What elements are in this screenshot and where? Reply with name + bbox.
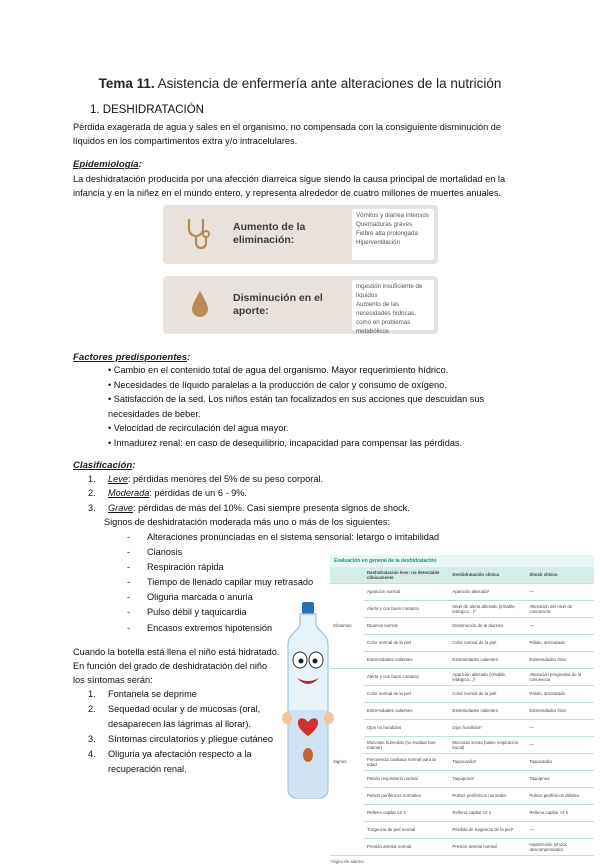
list-item: 2. Sequedad ocular y de mucosas (oral, (88, 704, 261, 714)
table-cell: — (526, 737, 594, 754)
table-cell: Turgencia de piel normal (364, 822, 449, 839)
table-cell: Ojos hundidos* (449, 720, 526, 737)
table-cell: Aparición alterada* (449, 584, 526, 601)
epidemiologia-text: La deshidratación producida por una afección diarreica sigue siendo la causa principal de mortalidad en la infancia y en la niñez en el mundo entero, y representa alrededor de cuatro millones de muertes anuales. (73, 174, 506, 198)
list-item: desaparecen las lágrimas al llorar). (108, 719, 251, 729)
list-item: - Encasos extremos hipotensión (127, 622, 273, 633)
table-cell: Pálido, amoratado (526, 635, 594, 652)
table-cell: Alteración del nivel de conciencia (526, 601, 594, 618)
table-row (330, 754, 594, 771)
list-item: • Satisfacción de la sed. Los niños están tan focalizados en sus acciones que descuidan sus (108, 394, 485, 405)
table-cell: Extremidades calientes (364, 652, 449, 669)
list-item: 1. Fontanela se deprime (88, 689, 197, 699)
table-header-cell: Deshidratación clínica (449, 567, 526, 584)
table-row (330, 635, 594, 652)
table-cell: Disminución de la diuresis (449, 618, 526, 635)
table-header-row (330, 567, 594, 584)
table-cell: Ojos no hundidos (364, 720, 449, 737)
table-header-cell: Shock clínico (526, 567, 594, 584)
table-group-label: Signos (330, 669, 364, 856)
intro-paragraph: Pérdida exagerada de agua y sales en el organismo, no compensada con la consiguiente disminución de líquidos en los compartimentos extra y/o intracelulares. (73, 122, 502, 146)
list-item: - Tiempo de llenado capilar muy retrasado (127, 577, 314, 588)
table-row (330, 584, 594, 601)
list-item: - Respiración rápida (127, 562, 224, 573)
section-heading: 1. DESHIDRATACIÓN (90, 104, 204, 116)
table-cell: Alerta y con buen contacto (364, 601, 449, 618)
table-cell: Aparición alterada (irritable, letárgico...)* (449, 669, 526, 686)
card-label: Aumento de la eliminación: (233, 221, 306, 246)
list-item: - Pulso débil y taquicardia (127, 607, 247, 618)
clasificacion-list (88, 472, 410, 530)
table-cell: Color normal de la piel (364, 635, 449, 652)
list-item: 2. Moderada: pérdidas de un 6 - 9%. (88, 488, 247, 499)
table-header-cell: Deshidratación leve: no detectable clínicamente (364, 567, 449, 584)
table (330, 567, 594, 856)
table-cell: Pálido, amoratado (526, 686, 594, 703)
table-cell: Extremidades calientes (364, 703, 449, 720)
table-cell: Presión arterial normal (364, 839, 449, 856)
table-cell: Extremidades frías (526, 652, 594, 669)
table-cell: — (526, 720, 594, 737)
table-row (330, 703, 594, 720)
table-row (330, 720, 594, 737)
table-cell: Patrón respiratorio normal (364, 771, 449, 788)
list-item: recuperación renal. (108, 764, 187, 774)
dehydration-table (330, 555, 594, 864)
list-item: necesidades de beber. (108, 408, 201, 419)
table-row (330, 788, 594, 805)
card-label: Disminución en el aporte: (233, 292, 323, 317)
list-item: - Alteraciones pronunciadas en el sistema sensorial: letargo o irritabilidad (127, 532, 440, 542)
list-item: • Inmadurez renal: en caso de desequilibrio, incapacidad para compensar las pérdidas. (108, 437, 463, 448)
table-cell: Color normal de la piel (449, 686, 526, 703)
table-row (330, 737, 594, 754)
table-cell: Relleno capilar ≤2 s (364, 805, 449, 822)
table-title: Evaluación en general de la deshidratación (330, 555, 594, 567)
table-cell: Extremidades calientes (449, 652, 526, 669)
table-cell: Alteración progresiva de la conciencia (526, 669, 594, 686)
table-row (330, 771, 594, 788)
table-header-cell (330, 567, 364, 584)
table-cell: Pulsos periféricos normales (449, 788, 526, 805)
table-row (330, 822, 594, 839)
clasificacion-heading: Clasificación: (73, 460, 136, 471)
table-cell: Frecuencia cardiaca normal para la edad (364, 754, 449, 771)
table-cell: Taquipnea* (449, 771, 526, 788)
table-cell: — (526, 584, 594, 601)
table-note: *Signo de alarma (330, 859, 364, 864)
table-row (330, 669, 594, 686)
list-item: 3. Grave: pérdidas de más del 10%. Casi siempre presenta signos de shock. (88, 502, 410, 513)
table-cell: Pulsos periféricos débiles (526, 788, 594, 805)
table-cell: Mucosas húmedas (no evaluar tras mamar) (364, 737, 449, 754)
table-cell: Pulsos periféricos normales (364, 788, 449, 805)
cause-card-elimination (163, 205, 438, 264)
table-cell: Color normal de la piel (449, 635, 526, 652)
page-title: Tema 11. Asistencia de enfermería ante alteraciones de la nutrición (98, 76, 502, 91)
stethoscope-icon (185, 217, 211, 251)
table-cell: Taquicardia (526, 754, 594, 771)
card-list: Vómitos y diarrea intensos Quemaduras graves Fiebre alta prolongada Hiperventilación (352, 209, 434, 260)
table-row (330, 686, 594, 703)
botella-paragraph: Cuando la botella está llena el niño está hidratado. En función del grado de deshidratación del niño los síntomas serán: (73, 647, 280, 685)
table-cell: — (526, 618, 594, 635)
list-item: 1. Leve: pérdidas menores del 5% de su peso corporal. (88, 474, 324, 484)
table-cell: Extremidades frías (526, 703, 594, 720)
table-row (330, 601, 594, 618)
factores-heading: Factores predisponentes: (73, 352, 191, 363)
table-row (330, 652, 594, 669)
table-cell: Hipotensión (shock descompensado) (526, 839, 594, 856)
factores-list (108, 363, 508, 451)
epidemiologia-heading: Epidemiología: (73, 159, 142, 170)
botella-list (88, 687, 273, 777)
list-item: • Cambio en el contenido total de agua del organismo. Mayor requerimiento hídrico. (108, 365, 449, 375)
cause-card-aporte (163, 276, 438, 334)
table-cell: Diuresis normal (364, 618, 449, 635)
table-cell: Aparición normal (364, 584, 449, 601)
signos-intro: Signos de deshidratación moderada más uno o más de los siguientes: (104, 517, 391, 528)
table-group-label: Síntomas (330, 584, 364, 669)
table-cell: Relleno capilar >2 s (526, 805, 594, 822)
table-cell: Color normal de la piel (364, 686, 449, 703)
table-cell: Taquicardia* (449, 754, 526, 771)
list-item: 3. Síntomas circulatorios y pliegue cutáneo (88, 734, 273, 744)
list-item: - Cianosis (127, 547, 183, 558)
table-cell: — (526, 822, 594, 839)
water-drop-icon (191, 290, 209, 318)
table-cell: Mucosas secas (salvo respiración bucal) (449, 737, 526, 754)
table-cell: Alerta y con buen contacto (364, 669, 449, 686)
bottle-illustration (282, 600, 334, 800)
card-list: Ingestión insuficiente de líquidos Aumento de las necesidades hídricas, como en problemas metabólicos (352, 280, 434, 330)
table-cell: Extremidades calientes (449, 703, 526, 720)
table-cell: Taquipnea (526, 771, 594, 788)
list-item: • Velocidad de recirculación del agua mayor. (108, 423, 289, 434)
list-item: - Oliguria marcada o anuria (127, 592, 253, 603)
table-row (330, 839, 594, 856)
table-cell: Nivel de alerta alterado (irritable, letárgico...)* (449, 601, 526, 618)
table-cell: Relleno capilar ≤2 s (449, 805, 526, 822)
table-row (330, 805, 594, 822)
list-item: 4. Oliguria ya afectación respecto a la (88, 749, 252, 759)
table-cell: Presión arterial normal (449, 839, 526, 856)
table-cell: Pérdida de turgencia de la piel* (449, 822, 526, 839)
list-item: • Necesidades de líquido paralelas a la producción de calor y consumo de oxígeno. (108, 379, 447, 390)
table-row (330, 618, 594, 635)
